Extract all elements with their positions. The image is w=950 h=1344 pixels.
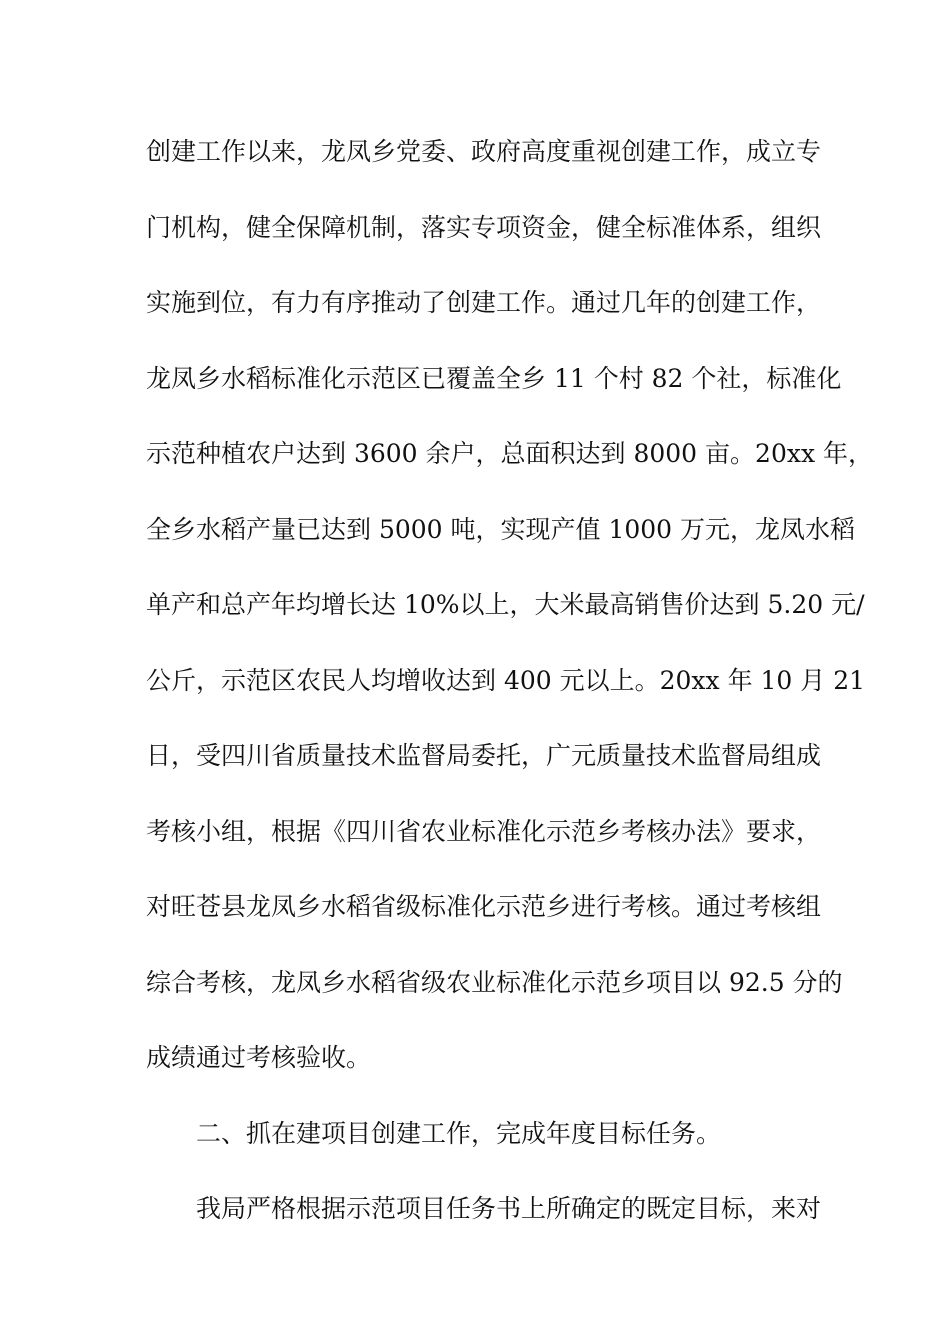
paragraph-line: 示范种植农户达到 3600 余户，总面积达到 8000 亩。20xx 年，	[146, 439, 873, 468]
paragraph-line: 日，受四川省质量技术监督局委托，广元质量技术监督局组成	[146, 741, 822, 770]
section-heading: 二、抓在建项目创建工作，完成年度目标任务。	[196, 1118, 722, 1148]
paragraph-line: 门机构，健全保障机制，落实专项资金，健全标准体系，组织	[146, 212, 822, 242]
paragraph-line: 龙凤乡水稻标准化示范区已覆盖全乡 11 个村 82 个社，标准化	[146, 363, 842, 393]
paragraph-line: 我局严格根据示范项目任务书上所确定的既定目标，来对	[196, 1194, 822, 1223]
paragraph-line: 全乡水稻产量已达到 5000 吨，实现产值 1000 万元，龙凤水稻	[146, 514, 856, 544]
paragraph-line: 创建工作以来，龙凤乡党委、政府高度重视创建工作，成立专	[146, 137, 822, 166]
paragraph-line: 单产和总产年均增长达 10%以上，大米最高销售价达到 5.20 元/	[146, 590, 865, 619]
paragraph-line: 公斤，示范区农民人均增收达到 400 元以上。20xx 年 10 月 21	[146, 665, 866, 695]
paragraph-line: 考核小组，根据《四川省农业标准化示范乡考核办法》要求，	[146, 816, 822, 846]
paragraph-line: 实施到位，有力有序推动了创建工作。通过几年的创建工作，	[146, 288, 822, 317]
paragraph-line: 成绩通过考核验收。	[146, 1043, 372, 1072]
paragraph-line: 综合考核，龙凤乡水稻省级农业标准化示范乡项目以 92.5 分的	[146, 967, 843, 997]
document-body	[146, 130, 873, 1263]
paragraph-line: 对旺苍县龙凤乡水稻省级标准化示范乡进行考核。通过考核组	[146, 892, 822, 921]
